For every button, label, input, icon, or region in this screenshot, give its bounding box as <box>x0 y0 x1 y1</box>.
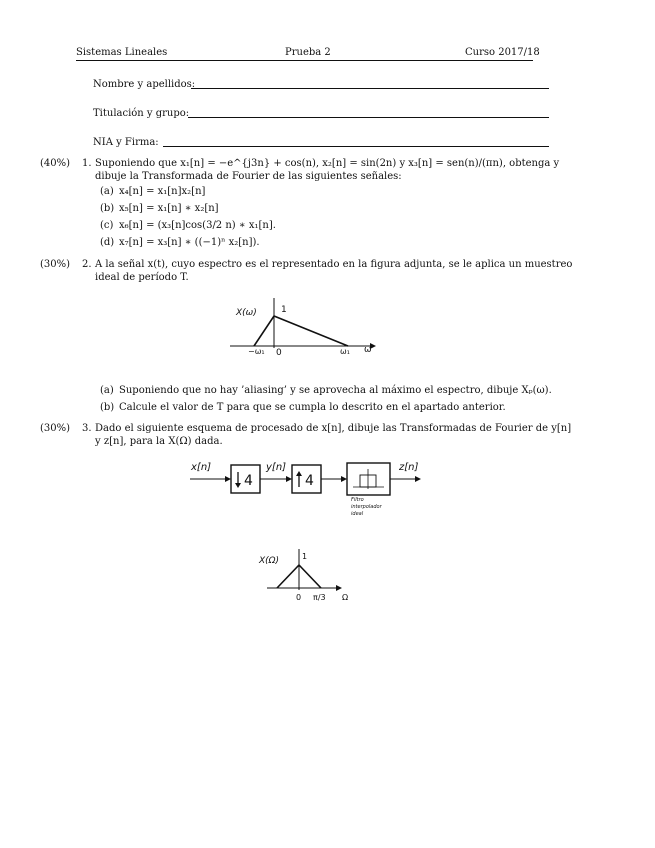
q2-number: 2. <box>82 259 92 270</box>
q3-zero-label: 0 <box>296 593 302 602</box>
q2-axis-label: ω <box>364 345 372 355</box>
q1-item-c-label: (c) <box>100 220 114 231</box>
q3-tick-label: π/3 <box>313 593 326 602</box>
degree-label: Titulación y grupo: <box>93 108 190 119</box>
q3-input-arrow <box>225 476 231 482</box>
q3-peak-label: 1 <box>302 552 308 561</box>
header-year: Curso 2017/18 <box>465 47 540 58</box>
name-label: Nombre y apellidos: <box>93 79 196 90</box>
q1-item-c: x₆[n] = (x₃[n]cos(3/2 n) ∗ x₁[n]. <box>119 220 276 231</box>
q2-line1: A la señal x(t), cuyo espectro es el representado en la figura adjunta, se le aplica un muestreo <box>95 259 573 270</box>
q1-item-b: x₅[n] = x₁[n] ∗ x₂[n] <box>119 203 219 214</box>
q2-item-a-label: (a) <box>100 385 114 396</box>
q2-peak-label: 1 <box>281 305 287 315</box>
q3-input-label: x[n] <box>191 462 212 473</box>
q3-mid-label: y[n] <box>266 462 287 473</box>
q3-axis-label: Ω <box>342 593 349 602</box>
q3-block-diagram <box>188 458 423 520</box>
q2-spectrum-figure <box>230 296 380 366</box>
q3-output-label: z[n] <box>399 462 419 473</box>
q3-filter-box <box>347 463 390 495</box>
q3-ylabel: X(Ω) <box>259 556 280 566</box>
q3-filter-in-arrow <box>341 476 347 482</box>
header-rule <box>76 60 533 61</box>
q2-spectrum-shape <box>254 316 348 346</box>
header-test: Prueba 2 <box>285 47 331 58</box>
q2-line2: ideal de período T. <box>95 272 189 283</box>
q2-pos-label: ω₁ <box>340 347 350 356</box>
header-course: Sistemas Lineales <box>76 47 168 58</box>
q2-item-b-label: (b) <box>100 402 115 413</box>
q1-item-a-label: (a) <box>100 186 114 197</box>
q1-item-d-label: (d) <box>100 237 115 248</box>
q3-line2: y z[n], para la X(Ω) dada. <box>95 436 223 447</box>
name-line[interactable] <box>191 88 549 89</box>
q3-x-arrow <box>336 585 342 591</box>
q2-ylabel: X(ω) <box>236 308 257 318</box>
q3-spectrum-figure <box>255 548 365 606</box>
q3-filter-caption-1: Filtro <box>351 497 364 503</box>
q3-filter-caption-3: ideal <box>351 511 364 517</box>
nia-line[interactable] <box>163 146 549 147</box>
q1-number: 1. <box>82 158 92 169</box>
q3-number: 3. <box>82 423 92 434</box>
q3-weight: (30%) <box>40 423 71 434</box>
q3-mid-arrow <box>286 476 292 482</box>
q2-weight: (30%) <box>40 259 71 270</box>
q3-filter-caption-2: interpolador <box>351 504 382 510</box>
q1-item-d: x₇[n] = x₃[n] ∗ ((−1)ⁿ x₂[n]). <box>119 237 260 248</box>
degree-line[interactable] <box>188 117 549 118</box>
nia-label: NIA y Firma: <box>93 137 159 148</box>
q2-zero-label: 0 <box>276 348 282 358</box>
q3-up-factor: 4 <box>305 473 314 489</box>
q2-item-a: Suponiendo que no hay ’aliasing’ y se aprovecha al máximo el espectro, dibuje Xₚ(ω). <box>119 385 552 396</box>
q2-item-b: Calcule el valor de T para que se cumpla lo descrito en el apartado anterior. <box>119 402 506 413</box>
q1-item-b-label: (b) <box>100 203 115 214</box>
q1-line1: Suponiendo que x₁[n] = −e^{j3n} + cos(n), x₂[n] = sin(2n) y x₃[n] = sen(n)/(πn), obtenga y <box>95 158 560 169</box>
q3-line1: Dado el siguiente esquema de procesado de x[n], dibuje las Transformadas de Fourier de y[n] <box>95 423 572 434</box>
q3-output-arrow <box>415 476 421 482</box>
q2-neg-label: −ω₁ <box>248 347 265 356</box>
q1-item-a: x₄[n] = x₁[n]x₂[n] <box>119 186 206 197</box>
q3-down-factor: 4 <box>244 473 253 489</box>
q1-weight: (40%) <box>40 158 71 169</box>
q1-line2: dibuje la Transformada de Fourier de las siguientes señales: <box>95 171 402 182</box>
